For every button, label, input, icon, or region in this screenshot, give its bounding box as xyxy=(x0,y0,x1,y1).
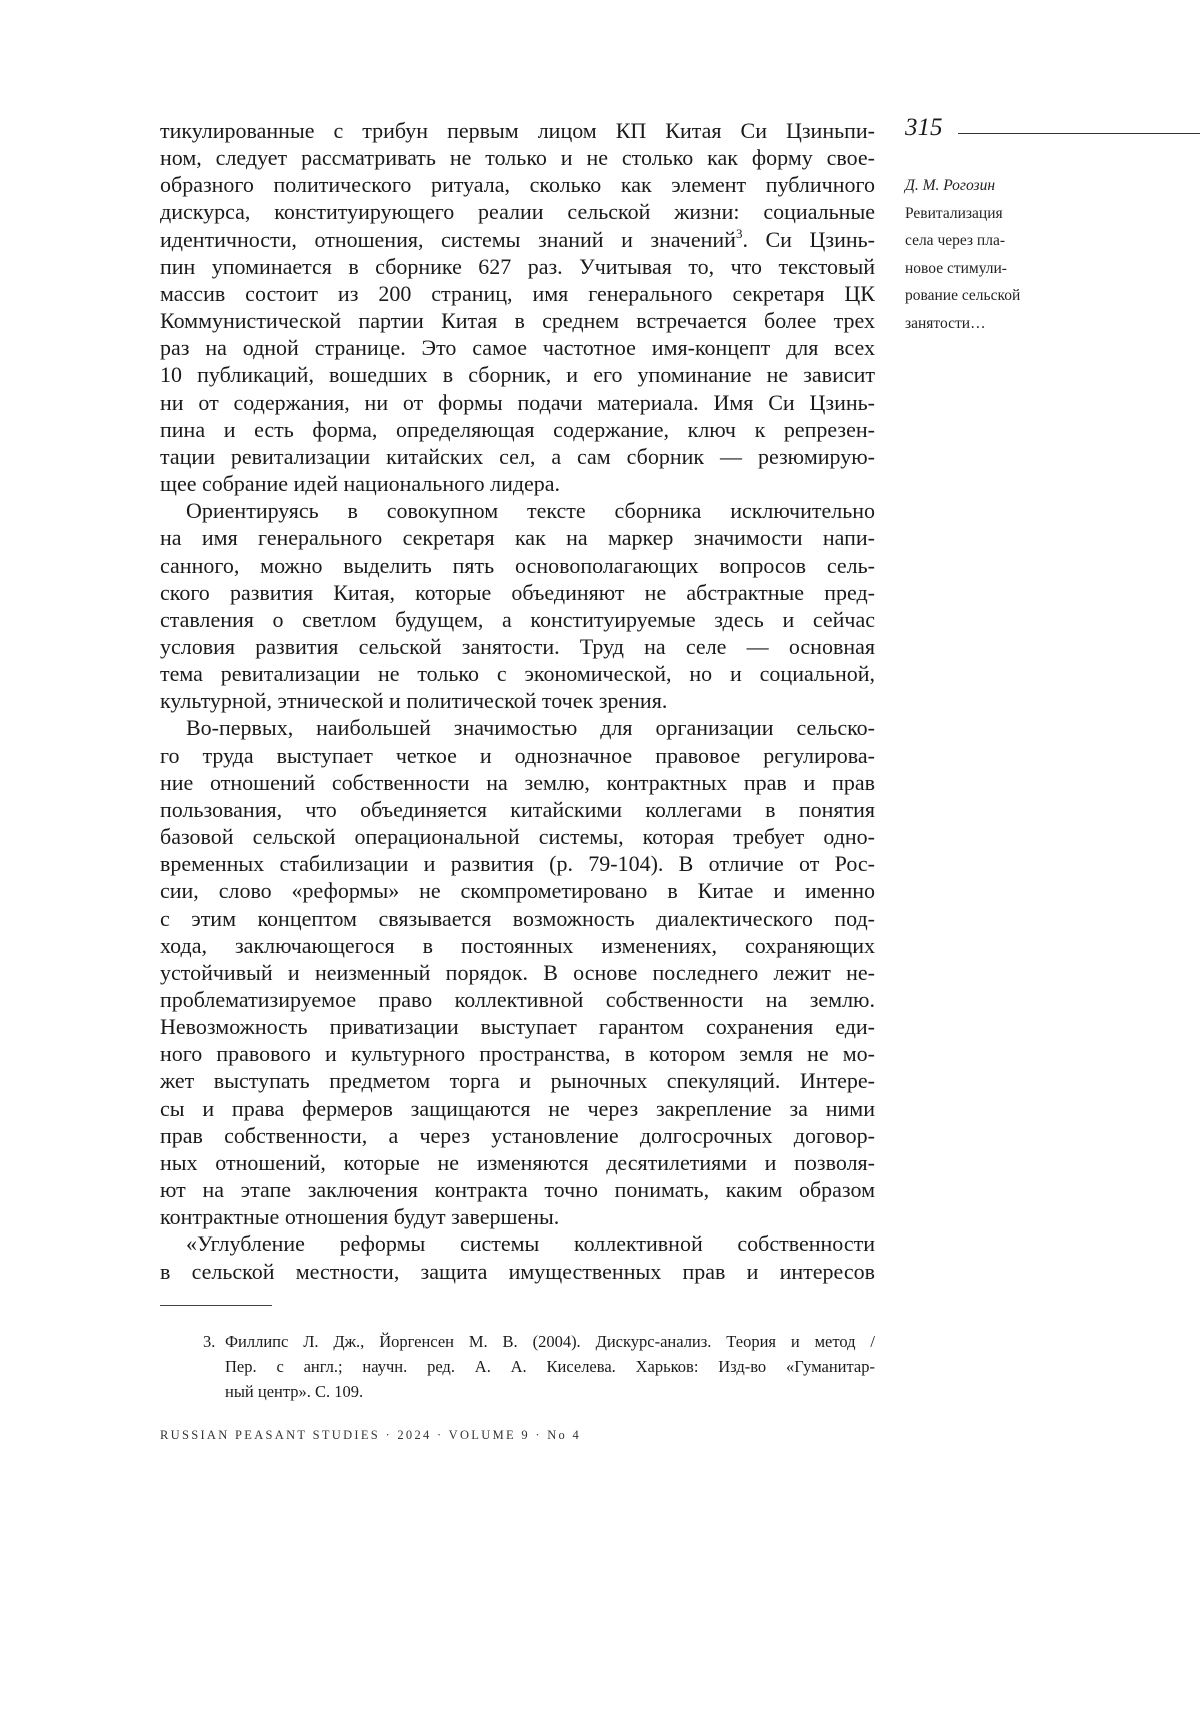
article-title-line: рование сельской xyxy=(905,287,1021,305)
paragraph xyxy=(160,117,875,497)
text-line: контрактные отношения будут завершены. xyxy=(160,1204,560,1230)
footnote-number: 3. xyxy=(203,1332,216,1351)
text-line: образного политического ритуала, сколько как элемент публичного xyxy=(160,172,875,198)
footnote-line: Филлипс Л. Дж., Йоргенсен М. В. (2004). Дискурс-анализ. Теория и метод / xyxy=(225,1332,875,1351)
paragraph xyxy=(160,714,875,1230)
text-line: массив состоит из 200 страниц, имя генерального секретаря ЦК xyxy=(160,280,875,306)
text-line: прав собственности, а через установление долгосрочных договор- xyxy=(160,1122,875,1148)
body-text xyxy=(160,117,875,1285)
text-line: раз на одной странице. Это самое частотное имя-концепт для всех xyxy=(160,335,875,361)
footnote-line: Пер. с англ.; научн. ред. А. А. Киселева. Харьков: Изд-во «Гуманитар- xyxy=(225,1357,875,1376)
text-line: в сельской местности, защита имущественных прав и интересов xyxy=(160,1258,875,1284)
text-line: с этим концептом связывается возможность диалектического под- xyxy=(160,905,875,931)
page-number: 315 xyxy=(905,114,943,141)
text-line: тема ревитализации не только с экономической, но и социальной, xyxy=(160,661,875,687)
paragraph xyxy=(160,497,875,714)
journal-footer: RUSSIAN PEASANT STUDIES · 2024 · VOLUME 9 · No 4 xyxy=(160,1428,582,1442)
text-line: базовой сельской операциональной системы, которая требует одно- xyxy=(160,824,875,850)
text-line: Невозможность приватизации выступает гарантом сохранения еди- xyxy=(160,1014,875,1040)
text-line: ние отношений собственности на землю, контрактных прав и прав xyxy=(160,769,875,795)
text-line: го труда выступает четкое и однозначное правовое регулирова- xyxy=(160,742,875,768)
text-fragment: идентичности, отношения, системы знаний и значений xyxy=(160,226,736,252)
text-line: временных стабилизации и развития (p. 79-104). В отличие от Рос- xyxy=(160,851,875,877)
text-line: Ориентируясь в совокупном тексте сборника исключительно xyxy=(186,498,875,524)
text-line: щее собрание идей национального лидера. xyxy=(160,471,561,497)
text-line: тации ревитализации китайских сел, а сам сборник — резюмирую- xyxy=(160,443,875,469)
footnote-line: ный центр». С. 109. xyxy=(225,1382,364,1401)
text-line: 10 публикаций, вошедших в сборник, и его упоминание не зависит xyxy=(160,362,875,388)
text-line: пользования, что объединяется китайскими коллегами в понятия xyxy=(160,796,875,822)
text-line: ского развития Китая, которые объединяют не абстрактные пред- xyxy=(160,579,875,605)
text-line: культурной, этнической и политической точек зрения. xyxy=(160,688,668,714)
text-line: ного правового и культурного пространства, в котором земля не мо- xyxy=(160,1041,875,1067)
text-line: «Углубление реформы системы коллективной собственности xyxy=(186,1231,875,1257)
paragraph xyxy=(160,1230,875,1284)
text-line: жет выступать предметом торга и рыночных спекуляций. Интере- xyxy=(160,1068,875,1094)
article-author: Д. М. Рогозин xyxy=(905,177,996,194)
text-line: Коммунистической партии Китая в среднем встречается более трех xyxy=(160,308,875,334)
text-line: сии, слово «реформы» не скомпрометировано в Китае и именно xyxy=(160,878,875,904)
text-line: хода, заключающегося в постоянных изменениях, сохраняющих xyxy=(160,932,875,958)
text-line: сы и права фермеров защищаются не через закрепление за ними xyxy=(160,1095,875,1121)
text-line: пин упоминается в сборнике 627 раз. Учитывая то, что текстовый xyxy=(160,253,875,279)
footnote-ref[interactable]: 3 xyxy=(735,225,743,241)
text-line: ставления о светлом будущем, а конституируемые здесь и сейчас xyxy=(160,606,875,632)
text-fragment: . Си Цзинь- xyxy=(742,226,875,252)
header-rule xyxy=(958,133,1200,134)
text-line: устойчивый и неизменный порядок. В основе последнего лежит не- xyxy=(160,959,875,985)
article-title-line: села через пла- xyxy=(905,232,1006,250)
text-line: на имя генерального секретаря как на маркер значимости напи- xyxy=(160,525,875,551)
text-line: ют на этапе заключения контракта точно понимать, каким образом xyxy=(160,1177,875,1203)
text-line: пина и есть форма, определяющая содержание, ключ к репрезен- xyxy=(160,416,875,442)
text-line: ных отношений, которые не изменяются десятилетиями и позволя- xyxy=(160,1149,875,1175)
article-title-line: новое стимули- xyxy=(905,259,1007,277)
text-line: условия развития сельской занятости. Труд на селе — основная xyxy=(160,633,875,659)
text-line: дискурса, конституирующего реалии сельской жизни: социальные xyxy=(160,199,875,225)
text-line: санного, можно выделить пять основополагающих вопросов сель- xyxy=(160,552,875,578)
footnote-rule xyxy=(160,1305,272,1306)
text-line: ни от содержания, ни от формы подачи материала. Имя Си Цзинь- xyxy=(160,389,875,415)
text-line xyxy=(160,226,875,253)
article-title-line: Ревитализация xyxy=(905,204,1003,222)
text-line: Во-первых, наибольшей значимостью для организации сельско- xyxy=(186,715,875,741)
running-header-sidebar xyxy=(905,172,1020,338)
text-line: тикулированные с трибун первым лицом КП Китая Си Цзиньпи- xyxy=(160,118,875,143)
text-line: проблематизируемое право коллективной собственности на землю. xyxy=(160,987,875,1012)
footnote xyxy=(203,1329,875,1404)
article-title-line: занятости… xyxy=(905,314,986,332)
text-line: ном, следует рассматривать не только и не столько как форму свое- xyxy=(160,145,875,171)
